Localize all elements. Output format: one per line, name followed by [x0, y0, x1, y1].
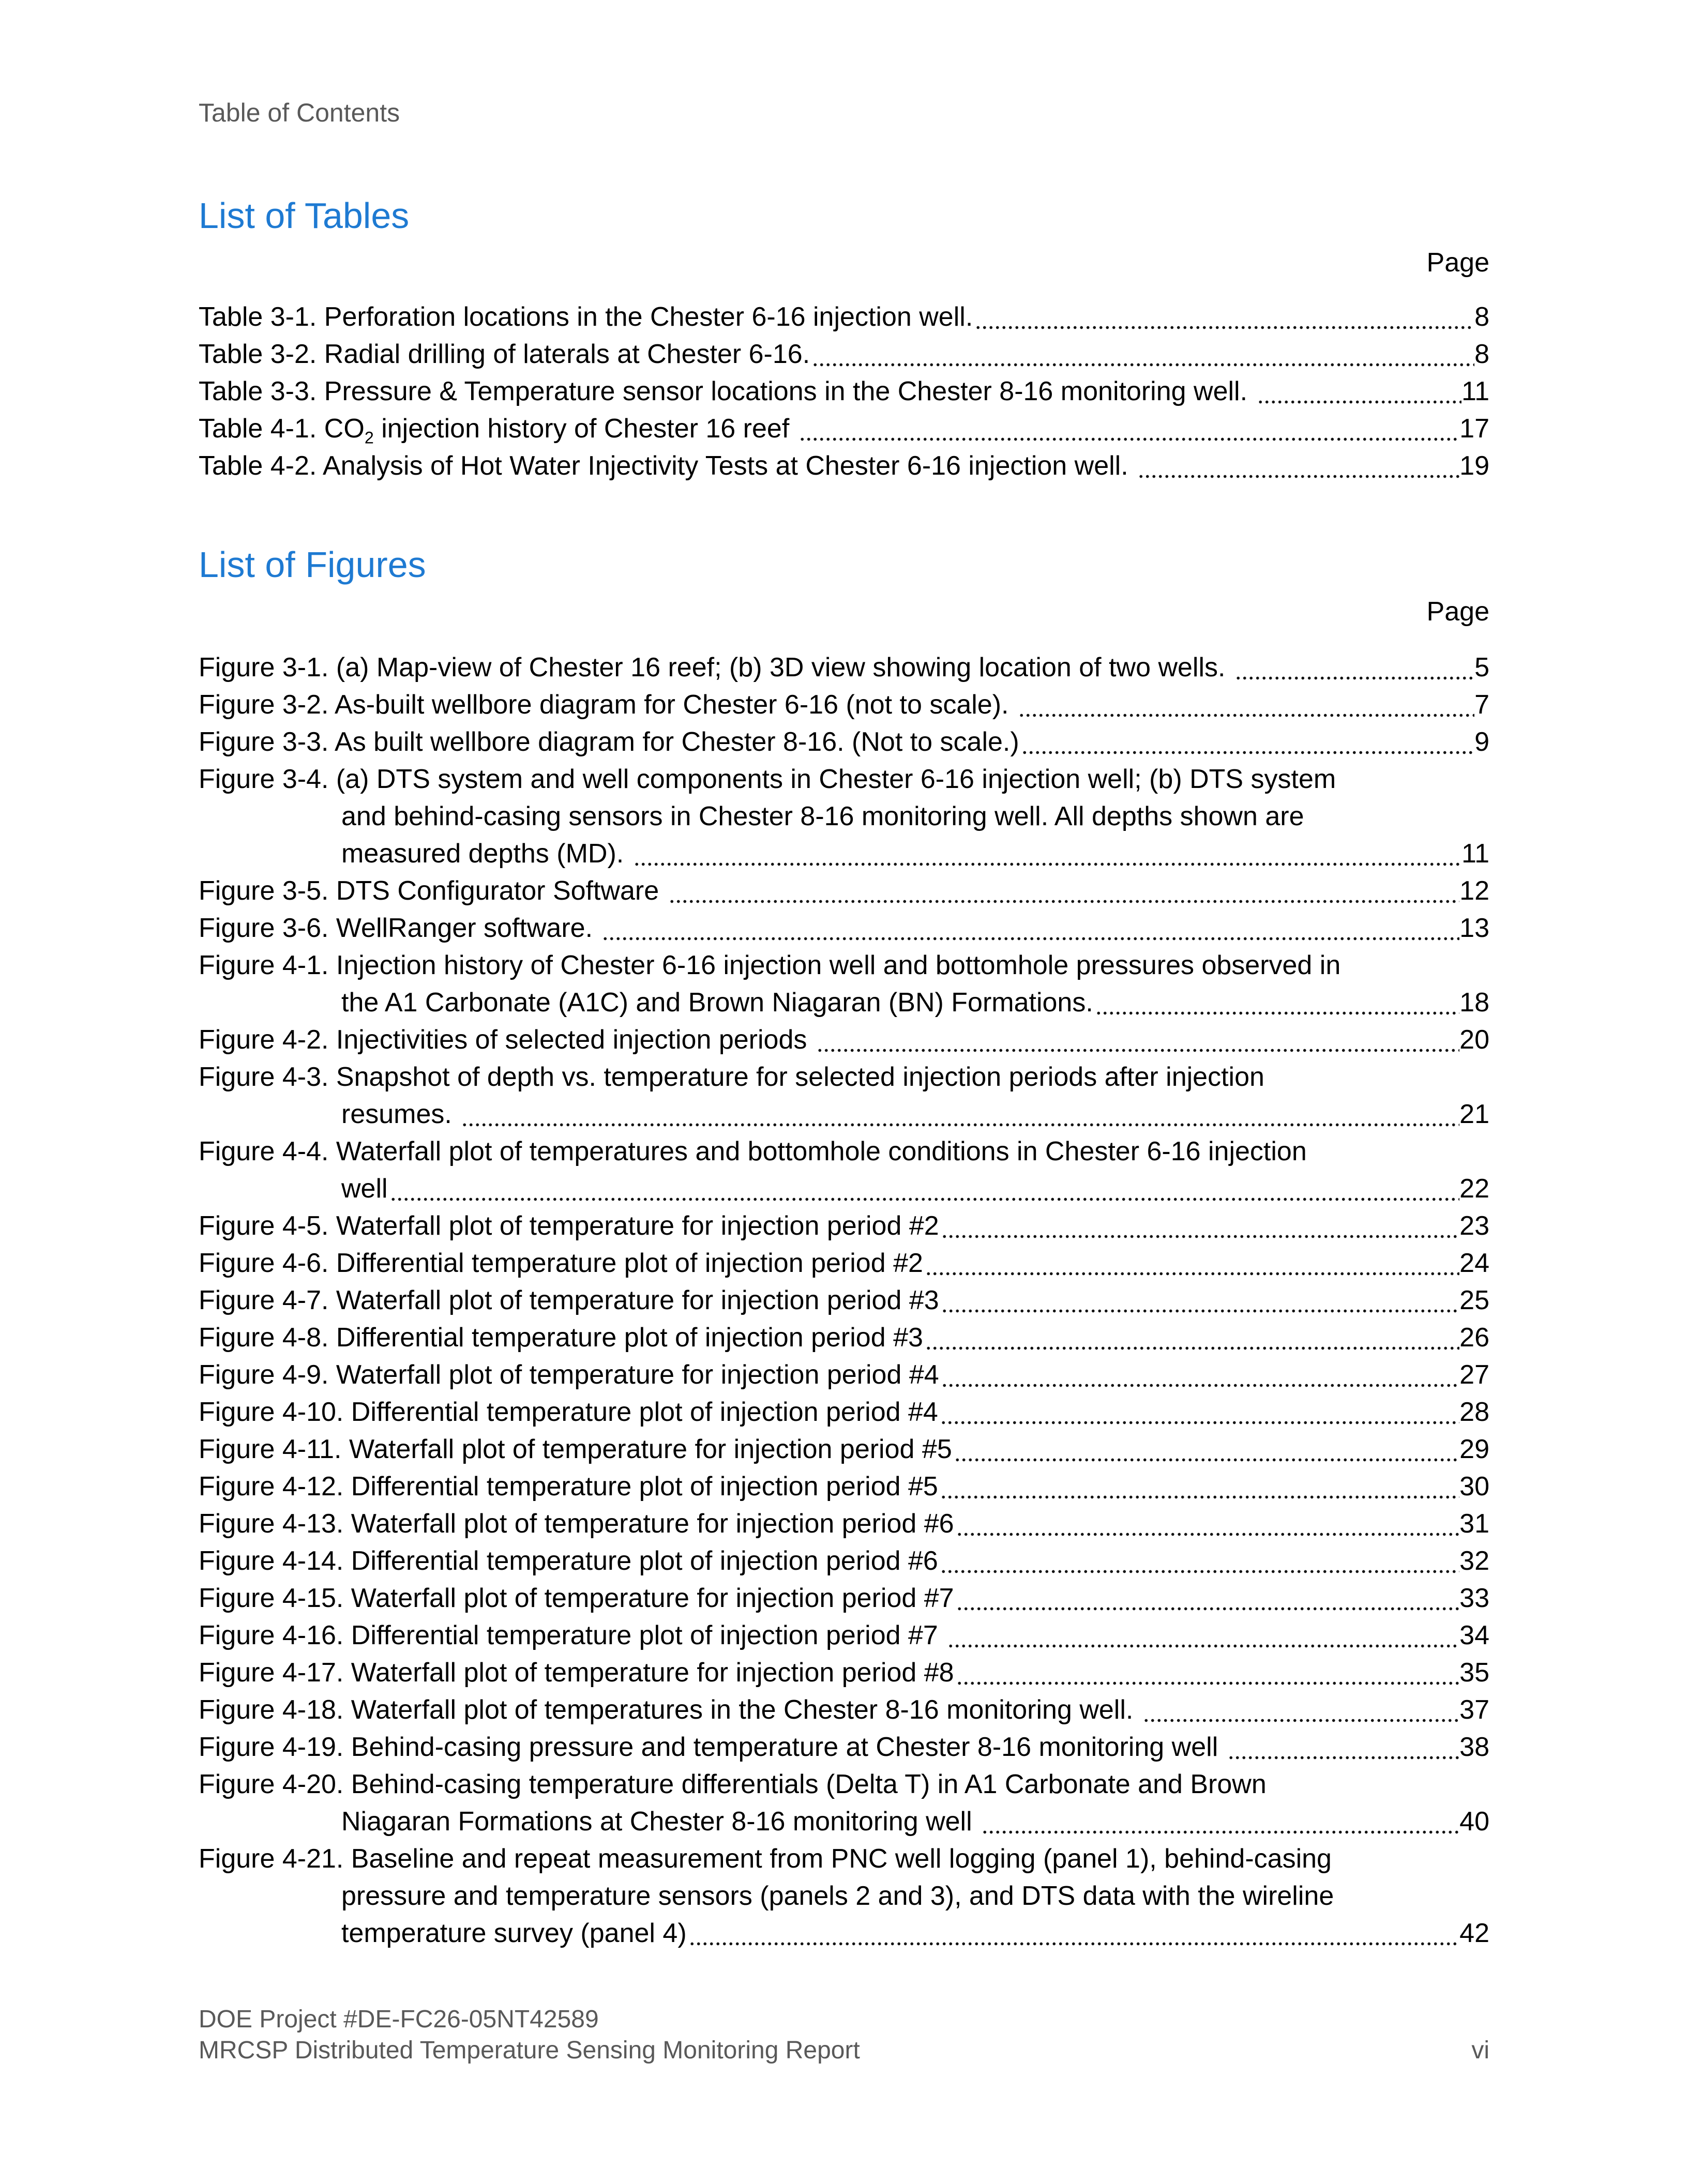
dot-leader [669, 872, 1460, 909]
page-number: 33 [1459, 1583, 1489, 1613]
toc-line-figure-4-14[interactable] [199, 1542, 1489, 1580]
toc-entry-text: Figure 3-2. As-built wellbore diagram for Chester 6-16 (not to scale). [199, 690, 1016, 720]
dot-leader [1228, 1728, 1459, 1766]
footer-report-title: MRCSP Distributed Temperature Sensing Monitoring Report [199, 2037, 860, 2064]
page-header: Table of Contents [199, 98, 400, 127]
toc-line-table-3-1[interactable] [199, 298, 1489, 336]
footer-spacer [860, 2035, 1472, 2066]
toc-line-figure-3-5[interactable] [199, 872, 1489, 909]
dot-leader [941, 1282, 1459, 1319]
toc-entry-text: Figure 3-3. As built wellbore diagram for Chester 8-16. (Not to scale.) [199, 727, 1019, 757]
dot-leader [975, 298, 1474, 336]
toc-line-figure-4-19[interactable] [199, 1728, 1489, 1766]
toc-line-table-4-2[interactable] [199, 447, 1489, 484]
toc-entry-text: Table 4-1. $CO_2$ injection history of Chester 16 reef [199, 414, 797, 447]
page-number: 26 [1459, 1323, 1489, 1353]
toc-line-figure-4-5[interactable] [199, 1207, 1489, 1245]
toc-entry-text: Figure 4-12. Differential temperature plot of injection period #5 [199, 1472, 938, 1502]
toc-line-table-3-3[interactable] [199, 373, 1489, 410]
footer-page-number: vi [1471, 2037, 1489, 2064]
toc-entry-text: Figure 4-1. Injection history of Chester 6-16 injection well and bottomhole pressures observed in [199, 950, 1341, 980]
toc-entry-text: Figure 4-8. Differential temperature plot of injection period #3 [199, 1323, 923, 1353]
page-number: 27 [1459, 1360, 1489, 1390]
toc-entry-text: Niagaran Formations at Chester 8-16 monitoring well [341, 1807, 980, 1837]
page-number: 25 [1459, 1285, 1489, 1315]
toc-entry-text: pressure and temperature sensors (panels 2 and 3), and DTS data with the wireline [341, 1881, 1334, 1911]
list-of-tables-entries [199, 298, 1489, 484]
toc-entry-text: Figure 4-15. Waterfall plot of temperature for injection period #7 [199, 1583, 954, 1613]
dot-leader [634, 835, 1461, 872]
toc-line-figure-4-18[interactable] [199, 1691, 1489, 1728]
toc-entry-text: temperature survey (panel 4) [341, 1918, 687, 1948]
dot-leader [689, 1915, 1460, 1952]
toc-entry-text: Figure 4-16. Differential temperature plot of injection period #7 [199, 1620, 946, 1650]
dot-leader [940, 1542, 1459, 1580]
toc-entry-text: Figure 4-20. Behind-casing temperature differentials (Delta T) in A1 Carbonate and Brown [199, 1769, 1267, 1799]
toc-line-figure-4-13[interactable] [199, 1505, 1489, 1542]
toc-entry-text: Figure 4-21. Baseline and repeat measurement from PNC well logging (panel 1), behind-casing [199, 1844, 1332, 1874]
page-column-label-tables: Page [1426, 248, 1489, 278]
page-column-label-figures: Page [1426, 597, 1489, 627]
toc-line-figure-4-1[interactable] [199, 947, 1489, 984]
toc-entry-text: Figure 4-14. Differential temperature plot of injection period #6 [199, 1546, 938, 1576]
toc-line-figure-4-20[interactable] [341, 1803, 1489, 1840]
dot-leader [1143, 1691, 1459, 1728]
toc-line-figure-4-20[interactable] [199, 1766, 1489, 1803]
toc-line-figure-4-10[interactable] [199, 1393, 1489, 1431]
dot-leader [799, 410, 1459, 447]
page-number: 32 [1459, 1546, 1489, 1576]
dot-leader [925, 1245, 1459, 1282]
toc-line-figure-4-15[interactable] [199, 1580, 1489, 1617]
dot-leader [1235, 649, 1474, 686]
dot-leader [956, 1505, 1460, 1542]
dot-leader [1257, 373, 1462, 410]
page-number: 22 [1459, 1174, 1489, 1204]
dot-leader [602, 909, 1459, 947]
page-number: 9 [1474, 727, 1489, 757]
toc-entry-text: Table 3-2. Radial drilling of laterals at Chester 6-16. [199, 339, 810, 369]
toc-entry-text: measured depths (MD). [341, 839, 631, 869]
dot-leader [940, 1393, 1459, 1431]
toc-line-figure-3-4[interactable] [199, 761, 1489, 798]
toc-entry-text: Figure 4-4. Waterfall plot of temperatures and bottomhole conditions in Chester 6-16 injection [199, 1136, 1307, 1166]
page-number: 23 [1459, 1211, 1489, 1241]
footer-project-line: DOE Project #DE-FC26-05NT42589 [199, 2006, 599, 2033]
list-of-tables-heading: List of Tables [199, 195, 410, 236]
toc-line-figure-4-2[interactable] [199, 1021, 1489, 1058]
dot-leader [941, 1356, 1459, 1393]
toc-line-figure-4-4[interactable] [199, 1133, 1489, 1170]
toc-entry-text: Table 3-3. Pressure & Temperature sensor locations in the Chester 8-16 monitoring well. [199, 376, 1255, 406]
page-number: 24 [1459, 1248, 1489, 1278]
dot-leader [812, 336, 1474, 373]
toc-line-figure-3-4[interactable] [341, 798, 1489, 835]
dot-leader [1095, 984, 1459, 1021]
dot-leader [947, 1617, 1459, 1654]
page-number: 40 [1459, 1807, 1489, 1837]
toc-entry-text: well [341, 1174, 388, 1204]
toc-entry-text: Figure 4-5. Waterfall plot of temperature for injection period #2 [199, 1211, 939, 1241]
toc-entry-text: Figure 4-10. Differential temperature plot of injection period #4 [199, 1397, 938, 1427]
toc-entry-text: Figure 4-6. Differential temperature plot of injection period #2 [199, 1248, 923, 1278]
page-number: 30 [1459, 1472, 1489, 1502]
toc-entry-text: Figure 4-3. Snapshot of depth vs. temperature for selected injection periods after injection [199, 1062, 1264, 1092]
page-number: 34 [1459, 1620, 1489, 1650]
toc-entry-text: Figure 4-11. Waterfall plot of temperature for injection period #5 [199, 1434, 952, 1464]
toc-line-figure-4-17[interactable] [199, 1654, 1489, 1691]
page-number: 31 [1459, 1509, 1489, 1539]
dot-leader [956, 1580, 1460, 1617]
toc-line-figure-4-21[interactable] [199, 1840, 1489, 1877]
page-number: 12 [1459, 876, 1489, 906]
page-number: 13 [1459, 913, 1489, 943]
toc-entry-text: Figure 4-19. Behind-casing pressure and temperature at Chester 8-16 monitoring well [199, 1732, 1226, 1762]
toc-entry-text: Figure 4-18. Waterfall plot of temperatures in the Chester 8-16 monitoring well. [199, 1695, 1141, 1725]
toc-line-figure-3-6[interactable] [199, 909, 1489, 947]
dot-leader [1021, 723, 1474, 761]
page-number: 20 [1459, 1025, 1489, 1055]
page-number: 19 [1459, 451, 1489, 481]
toc-entry-text: Figure 4-7. Waterfall plot of temperature for injection period #3 [199, 1285, 939, 1315]
page-number: 21 [1459, 1099, 1489, 1129]
page-number: 17 [1459, 414, 1489, 444]
dot-leader [956, 1654, 1460, 1691]
page-number: 42 [1459, 1918, 1489, 1948]
toc-line-figure-3-2[interactable] [199, 686, 1489, 723]
toc-line-figure-4-3[interactable] [341, 1096, 1489, 1133]
page-number: 29 [1459, 1434, 1489, 1464]
toc-line-figure-4-21[interactable] [341, 1877, 1489, 1915]
page-number: 5 [1474, 653, 1489, 682]
toc-line-figure-3-3[interactable] [199, 723, 1489, 761]
page-number: 11 [1461, 376, 1489, 406]
toc-entry-text: Figure 4-2. Injectivities of selected injection periods [199, 1025, 815, 1055]
page-number: 11 [1461, 839, 1489, 869]
list-of-figures-entries [199, 649, 1489, 1952]
toc-entry-text: Table 3-1. Perforation locations in the Chester 6-16 injection well. [199, 302, 973, 332]
toc-line-figure-4-9[interactable] [199, 1356, 1489, 1393]
page-number: 8 [1474, 339, 1489, 369]
page-number: 38 [1459, 1732, 1489, 1762]
toc-entry-text: the A1 Carbonate (A1C) and Brown Niagaran (BN) Formations. [341, 988, 1093, 1018]
toc-line-figure-4-12[interactable] [199, 1468, 1489, 1505]
toc-entry-text: Figure 3-5. DTS Configurator Software [199, 876, 667, 906]
toc-entry-text: Figure 3-6. WellRanger software. [199, 913, 600, 943]
toc-line-figure-4-6[interactable] [199, 1245, 1489, 1282]
dot-leader [941, 1207, 1459, 1245]
toc-line-table-3-2[interactable] [199, 336, 1489, 373]
toc-entry-text: Figure 3-4. (a) DTS system and well components in Chester 6-16 injection well; (b) DTS system [199, 764, 1336, 794]
dot-leader [817, 1021, 1459, 1058]
toc-line-figure-4-11[interactable] [199, 1431, 1489, 1468]
page-number: 8 [1474, 302, 1489, 332]
toc-entry-text: Figure 4-13. Waterfall plot of temperature for injection period #6 [199, 1509, 954, 1539]
dot-leader [982, 1803, 1459, 1840]
toc-entry-text: and behind-casing sensors in Chester 8-16 monitoring well. All depths shown are [341, 801, 1304, 831]
toc-entry-text: Table 4-2. Analysis of Hot Water Injectivity Tests at Chester 6-16 injection well. [199, 451, 1136, 481]
dot-leader [940, 1468, 1459, 1505]
dot-leader [1018, 686, 1474, 723]
dot-leader [954, 1431, 1459, 1468]
toc-line-figure-3-1[interactable] [199, 649, 1489, 686]
page-number: 28 [1459, 1397, 1489, 1427]
toc-line-figure-4-7[interactable] [199, 1282, 1489, 1319]
toc-line-figure-4-4[interactable] [341, 1170, 1489, 1207]
dot-leader [461, 1096, 1459, 1133]
toc-line-figure-3-4[interactable] [341, 835, 1489, 872]
toc-entry-text: resumes. [341, 1099, 460, 1129]
toc-entry-text: Figure 4-9. Waterfall plot of temperature for injection period #4 [199, 1360, 939, 1390]
page-number: 35 [1459, 1658, 1489, 1688]
toc-line-figure-4-8[interactable] [199, 1319, 1489, 1356]
page-number: 37 [1459, 1695, 1489, 1725]
toc-line-figure-4-16[interactable] [199, 1617, 1489, 1654]
toc-entry-text: Figure 4-17. Waterfall plot of temperature for injection period #8 [199, 1658, 954, 1688]
toc-line-figure-4-21[interactable] [341, 1915, 1489, 1952]
toc-line-figure-4-3[interactable] [199, 1058, 1489, 1096]
dot-leader [390, 1170, 1460, 1207]
dot-leader [1138, 447, 1459, 484]
toc-line-figure-4-1[interactable] [341, 984, 1489, 1021]
page-number: 18 [1459, 988, 1489, 1018]
toc-line-table-4-1[interactable] [199, 410, 1489, 447]
dot-leader [925, 1319, 1459, 1356]
page-number: 7 [1474, 690, 1489, 720]
toc-entry-text: Figure 3-1. (a) Map-view of Chester 16 reef; (b) 3D view showing location of two wells. [199, 653, 1233, 682]
list-of-figures-heading: List of Figures [199, 544, 426, 585]
footer-report-line [199, 2035, 1489, 2066]
